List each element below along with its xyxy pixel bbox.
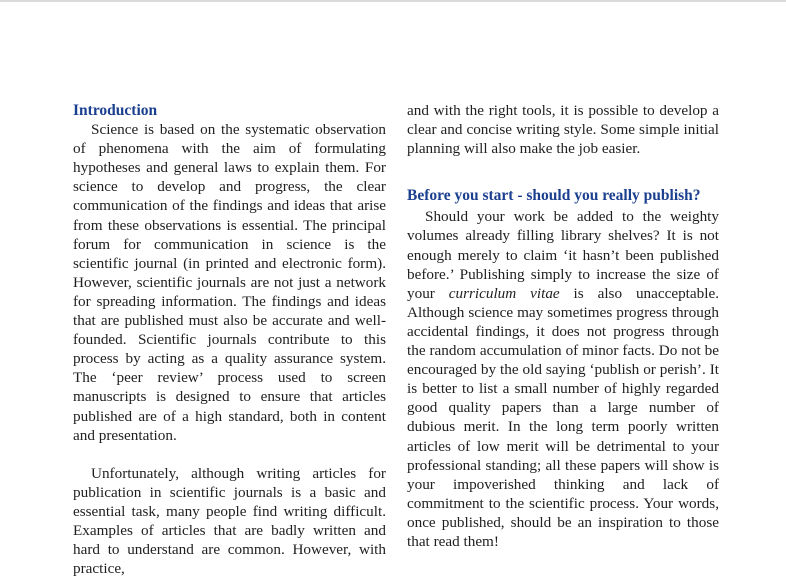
publish-paragraph bbox=[407, 207, 719, 551]
intro-paragraph-2: Unfortunately, although writing articles for publication in scientific journals is a basic and essential task, many people find writing difficult. Examples of articles that are badly written and hard to understand are common. However, with practice, bbox=[73, 464, 386, 578]
intro-paragraph-1: Science is based on the systematic observation of phenomena with the aim of formulating hypotheses and general laws to explain them. For science to develop and progress, the clear communication of the findings and ideas that arise from these observations is essential. The principal forum for communication in science is the scientific journal (in printed and electronic form). However, scientific journals are not just a network for spreading information. The findings and ideas that are published must also be accurate and well-founded. Scientific journals contribute to this process by acting as a quality assurance system. The ‘peer review’ process used to screen manuscripts is designed to ensure that articles published are of a high standard, both in content and presentation. bbox=[73, 121, 386, 444]
publish-paragraph-part-a: Should your work be added to the weighty volumes already filling library shelves? It is not enough merely to claim ‘it hasn’t been published before.’ Publishing simply to increase the size of your bbox=[407, 208, 719, 302]
curriculum-vitae-emphasis: curriculum vitae bbox=[448, 284, 560, 302]
publish-paragraph-part-b: is also unacceptable. Although science may sometimes progress through accidental findings, it does not progress through the random accumulation of minor facts. Do not be encouraged by the old saying ‘publish or perish’. It is better to list a small number of highly regarded good quality papers than a large number of dubious merit. In the long term poorly written articles of low merit will be detrimental to your professional standing; all these papers will show is your impoverished thinking and lack of commitment to the scientific process. Your words, once published, should be an inspiration to those that read them! bbox=[407, 284, 719, 550]
page-top-border bbox=[0, 0, 786, 2]
left-column bbox=[73, 101, 386, 578]
continuation-paragraph: and with the right tools, it is possible to develop a clear and concise writing style. Some simple initial planning will also make the job easier. bbox=[407, 102, 719, 158]
before-you-start-heading: Before you start - should you really publish? bbox=[407, 187, 701, 205]
introduction-heading: Introduction bbox=[73, 102, 158, 119]
right-column bbox=[407, 101, 719, 551]
